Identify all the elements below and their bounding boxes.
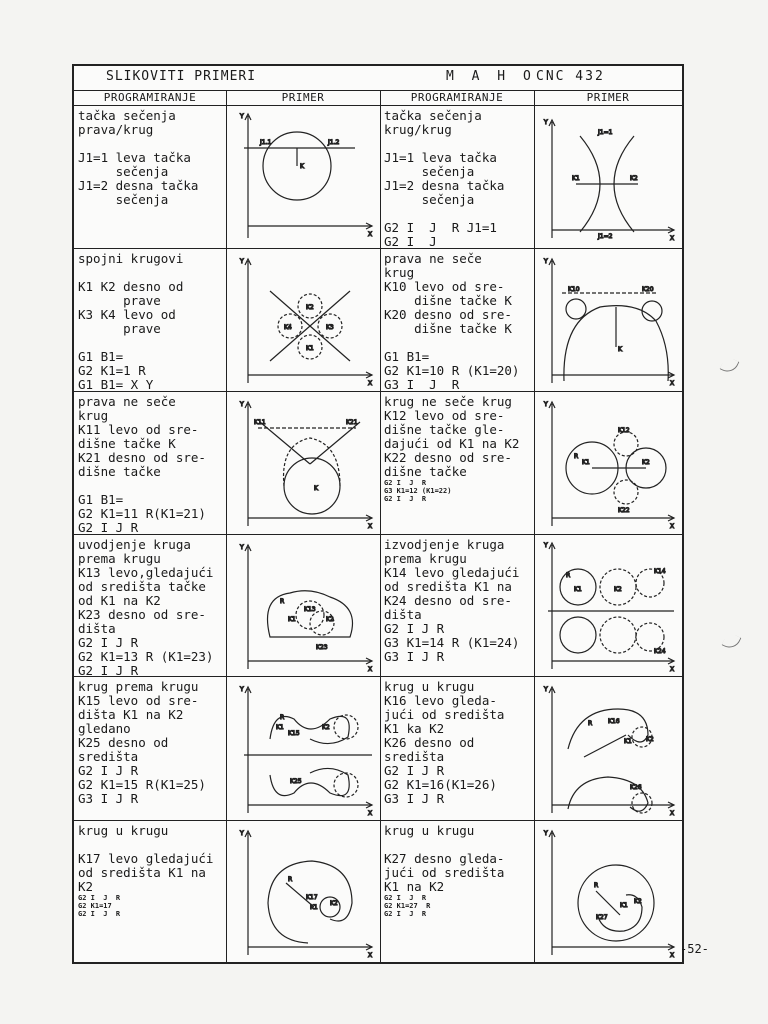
svg-text:K: K (618, 346, 622, 353)
program-line (78, 266, 222, 280)
figure-circle-misses-circle (538, 394, 680, 532)
program-line: od središta K1 na (78, 865, 206, 880)
program-code-small: G2 I J R (78, 894, 121, 902)
program-line: G2 K1=15 R(K1=25) (78, 777, 206, 792)
sheet-title: SLIKOVITI PRIMERI (106, 69, 257, 84)
program-line: krug ne seče krug (384, 394, 512, 409)
svg-text:Y: Y (240, 113, 244, 120)
svg-text:Y: Y (240, 830, 244, 837)
program-cell-10 (380, 677, 534, 820)
program-code-small: G2 K1=27 R (384, 902, 431, 910)
svg-text:K4: K4 (284, 324, 292, 331)
program-line: K17 levo gledajući (78, 851, 214, 866)
svg-text:K1: K1 (306, 345, 314, 352)
program-line: G2 I J R (78, 635, 139, 650)
program-code-small: G2 I J R (78, 910, 121, 918)
svg-text:Y: Y (544, 119, 548, 126)
program-line: krug u krugu (78, 823, 169, 838)
program-line: krug prema krugu (78, 679, 199, 694)
program-line: K22 desno od sre- (384, 450, 512, 465)
program-line: krug u krugu (384, 679, 475, 694)
program-code-small: G2 I J R (384, 910, 427, 918)
svg-text:J1=2: J1=2 (598, 233, 613, 240)
svg-text:X: X (368, 952, 373, 959)
svg-text:Y: Y (240, 544, 244, 551)
svg-text:K3: K3 (326, 324, 334, 331)
svg-text:K2: K2 (306, 304, 314, 311)
program-line: dišta (78, 621, 116, 636)
machine-model: CNC 432 (536, 69, 605, 84)
svg-text:Y: Y (240, 686, 244, 693)
program-line: krug (78, 408, 109, 423)
svg-text:X: X (670, 666, 675, 673)
svg-text:K1: K1 (620, 902, 628, 909)
program-line: G2 I J R (78, 663, 139, 676)
program-cell-8 (380, 535, 534, 676)
column-header-example-1: PRIMER (226, 90, 380, 106)
svg-text:K27: K27 (596, 914, 608, 921)
program-line (384, 336, 530, 350)
program-line: G2 K1=11 R(K1=21) (78, 506, 206, 521)
svg-text:K2: K2 (642, 459, 650, 466)
program-line: središta (384, 749, 445, 764)
program-line: G2 I J R J1=1 (384, 220, 497, 235)
program-line: K1 K2 desno od (78, 279, 184, 294)
program-line: G1 B1= (78, 492, 124, 507)
program-line: K16 levo gleda- (384, 693, 497, 708)
program-line: G1 B1= (78, 349, 124, 364)
svg-text:X: X (670, 523, 675, 530)
program-cell-11 (74, 821, 226, 962)
program-line (78, 137, 222, 151)
page-number: -52- (680, 942, 709, 956)
program-line: od središta tačke (78, 579, 206, 594)
svg-text:X: X (368, 231, 373, 238)
svg-text:K13: K13 (304, 606, 316, 613)
program-line: G2 K1=1 R (78, 363, 146, 378)
program-line: središta (78, 749, 139, 764)
program-line: K21 desno od sre- (78, 450, 206, 465)
svg-text:R: R (280, 714, 285, 721)
svg-text:J1.1: J1.1 (260, 139, 272, 146)
program-line: prema krugu (78, 551, 161, 566)
svg-text:K: K (314, 485, 318, 492)
program-line: tačka sečenja (78, 108, 176, 123)
svg-text:X: X (670, 952, 675, 959)
program-line: prave (78, 321, 161, 336)
svg-text:K1: K1 (276, 724, 284, 731)
program-line: G3 K1=14 R (K1=24) (384, 635, 520, 650)
figure-circle-toward-circle (230, 537, 376, 674)
program-line: krug (384, 265, 415, 280)
svg-text:K1: K1 (582, 459, 590, 466)
program-line: J1=1 leva tačka (384, 150, 497, 165)
svg-text:K24: K24 (654, 648, 666, 655)
sheet-header (74, 66, 682, 90)
program-line: prava/krug (78, 122, 154, 137)
program-line: G2 I J R (384, 763, 445, 778)
svg-text:X: X (670, 810, 675, 817)
svg-text:X: X (670, 380, 675, 387)
document-sheet (72, 64, 684, 964)
program-cell-6 (380, 392, 534, 534)
program-line: G1 B1= X Y (78, 377, 154, 391)
program-line: K15 levo od sre- (78, 693, 199, 708)
program-line: sečenja (78, 164, 169, 179)
svg-text:J1=1: J1=1 (598, 129, 613, 136)
figure-circle-inside-circle-right (538, 823, 680, 960)
figure-connecting-circles (230, 251, 376, 389)
program-line: dišta K1 na K2 (78, 707, 184, 722)
program-line: jući od središta (384, 707, 505, 722)
program-line: G2 I J R (78, 763, 139, 778)
program-line: K11 levo od sre- (78, 422, 199, 437)
program-line: izvodjenje kruga (384, 537, 505, 552)
svg-text:K2: K2 (646, 736, 654, 743)
svg-text:K10: K10 (568, 286, 580, 293)
column-header-programming-1: PROGRAMIRANJE (74, 90, 226, 106)
program-line: krug u krugu (384, 823, 475, 838)
program-cell-7 (74, 535, 226, 676)
svg-text:K14: K14 (654, 568, 666, 575)
program-line (78, 336, 222, 350)
program-line: prema krugu (384, 551, 467, 566)
svg-text:K12: K12 (618, 427, 630, 434)
program-line: dišta (384, 607, 422, 622)
svg-text:K21: K21 (346, 419, 358, 426)
program-line: K2 (78, 879, 94, 894)
program-line (384, 207, 530, 221)
program-code-small: G3 K1=12 (K1=22) (384, 487, 452, 495)
program-line (384, 137, 530, 151)
program-line: uvodjenje kruga (78, 537, 191, 552)
program-line: K14 levo gledajući (384, 565, 520, 580)
svg-text:K2: K2 (330, 900, 338, 907)
program-line: dajući od K1 na K2 (384, 436, 520, 451)
program-line: dišne tačke K (78, 436, 176, 451)
program-line: G2 I J R (78, 520, 139, 534)
svg-text:K11: K11 (254, 419, 266, 426)
svg-text:K16: K16 (608, 718, 620, 725)
program-line: K3 K4 levo od (78, 307, 176, 322)
program-line: gledano (78, 721, 131, 736)
program-line (78, 479, 222, 493)
svg-text:Y: Y (240, 258, 244, 265)
program-line: J1=2 desna tačka (78, 178, 199, 193)
program-cell-3 (74, 249, 226, 391)
program-line (384, 838, 530, 852)
figure-circle-circle-intersection (538, 108, 680, 246)
program-line: krug/krug (384, 122, 452, 137)
svg-text:X: X (670, 235, 675, 242)
svg-text:Y: Y (544, 830, 548, 837)
program-line: K23 desno od sre- (78, 607, 206, 622)
program-line: prava ne seče (78, 394, 176, 409)
program-line: prave (78, 293, 161, 308)
program-line: G2 K1=16(K1=26) (384, 777, 497, 792)
program-cell-5 (74, 392, 226, 534)
svg-text:R: R (566, 572, 571, 579)
program-line: sečenja (384, 192, 475, 207)
program-cell-1 (74, 106, 226, 248)
svg-text:R: R (574, 453, 579, 460)
program-line: G2 K1=10 R (K1=20) (384, 363, 520, 378)
program-code-small: G2 I J R (384, 894, 427, 902)
program-line: dišne tačke (384, 464, 467, 479)
program-line: K1 ka K2 (384, 721, 445, 736)
svg-text:K1: K1 (310, 904, 318, 911)
program-line: K24 desno od sre- (384, 593, 512, 608)
machine-name: M A H O (446, 69, 536, 84)
program-line: G3 I J R (78, 791, 139, 806)
program-line: G1 B1= (384, 349, 430, 364)
program-line: G3 I J R (384, 791, 445, 806)
svg-text:K1: K1 (572, 175, 580, 182)
program-cell-9 (74, 677, 226, 820)
svg-text:K2: K2 (630, 175, 638, 182)
svg-text:J1.2: J1.2 (328, 139, 340, 146)
svg-text:X: X (368, 523, 373, 530)
svg-text:K17: K17 (306, 894, 318, 901)
program-line: dišne tačke K (384, 293, 512, 308)
program-line: G2 I J (384, 234, 437, 248)
program-cell-2 (380, 106, 534, 248)
program-line: K12 levo od sre- (384, 408, 505, 423)
program-line (78, 838, 222, 852)
svg-text:K2: K2 (322, 724, 330, 731)
program-line: J1=2 desna tačka (384, 178, 505, 193)
program-line: od središta K1 na (384, 579, 512, 594)
svg-text:K2: K2 (326, 616, 334, 623)
program-line: dišne tačke (78, 464, 161, 479)
figure-line-circle-intersection (230, 108, 376, 246)
svg-text:Y: Y (544, 542, 548, 549)
punch-hole-mark (722, 632, 742, 652)
program-line: K26 desno od (384, 735, 475, 750)
program-line: spojni krugovi (78, 251, 184, 266)
program-line: sečenja (384, 164, 475, 179)
program-line: G3 I J R (384, 377, 460, 391)
column-header-programming-2: PROGRAMIRANJE (380, 90, 534, 106)
svg-text:Y: Y (240, 401, 244, 408)
svg-text:R: R (280, 598, 285, 605)
column-divider (226, 90, 227, 962)
program-line: J1=1 leva tačka (78, 150, 191, 165)
program-line: sečenja (78, 192, 169, 207)
svg-text:X: X (368, 380, 373, 387)
svg-text:K1: K1 (624, 738, 632, 745)
svg-text:K1: K1 (574, 586, 582, 593)
program-line: G2 I J R (384, 621, 445, 636)
svg-text:K2: K2 (634, 898, 642, 905)
program-line: jući od središta (384, 865, 505, 880)
svg-text:X: X (368, 666, 373, 673)
program-line: G3 I J R (384, 649, 445, 664)
svg-text:K15: K15 (288, 730, 300, 737)
program-code-small: G2 I J R (384, 495, 427, 503)
figure-circle-to-circle (230, 679, 376, 818)
svg-text:K2: K2 (614, 586, 622, 593)
column-header-example-2: PRIMER (534, 90, 682, 106)
figure-circle-from-circle (538, 537, 680, 674)
program-line: K1 na K2 (384, 879, 445, 894)
punch-hole-mark (720, 356, 740, 376)
program-line: K13 levo,gledajući (78, 565, 214, 580)
svg-text:K26: K26 (630, 784, 642, 791)
program-line: K27 desno gleda- (384, 851, 505, 866)
svg-text:R: R (588, 720, 593, 727)
svg-text:R: R (594, 882, 599, 889)
program-code-small: G2 K1=17 (78, 902, 112, 910)
figure-line-misses-circle (538, 251, 680, 389)
svg-text:K22: K22 (618, 507, 630, 514)
svg-text:K: K (300, 163, 304, 170)
column-divider (534, 90, 535, 962)
svg-text:Y: Y (544, 401, 548, 408)
svg-text:K20: K20 (642, 286, 654, 293)
svg-text:Y: Y (544, 258, 548, 265)
program-line: K25 desno od (78, 735, 169, 750)
program-code-small: G2 I J R (384, 479, 427, 487)
svg-text:R: R (288, 876, 293, 883)
svg-text:K23: K23 (316, 644, 328, 651)
program-line: K20 desno od sre- (384, 307, 512, 322)
program-line: G2 K1=13 R (K1=23) (78, 649, 214, 664)
figure-circle-inside-circle-left (230, 823, 376, 960)
svg-text:K25: K25 (290, 778, 302, 785)
program-cell-12 (380, 821, 534, 962)
program-line: prava ne seče (384, 251, 482, 266)
program-line: dišne tačke gle- (384, 422, 505, 437)
program-line: tačka sečenja (384, 108, 482, 123)
svg-text:X: X (368, 810, 373, 817)
figure-line-misses-circle-2 (230, 394, 376, 532)
figure-circle-in-circle (538, 679, 680, 818)
program-cell-4 (380, 249, 534, 391)
program-line: K10 levo od sre- (384, 279, 505, 294)
svg-text:K1: K1 (288, 616, 296, 623)
svg-text:Y: Y (544, 686, 548, 693)
program-line: dišne tačke K (384, 321, 512, 336)
program-line: od K1 na K2 (78, 593, 161, 608)
